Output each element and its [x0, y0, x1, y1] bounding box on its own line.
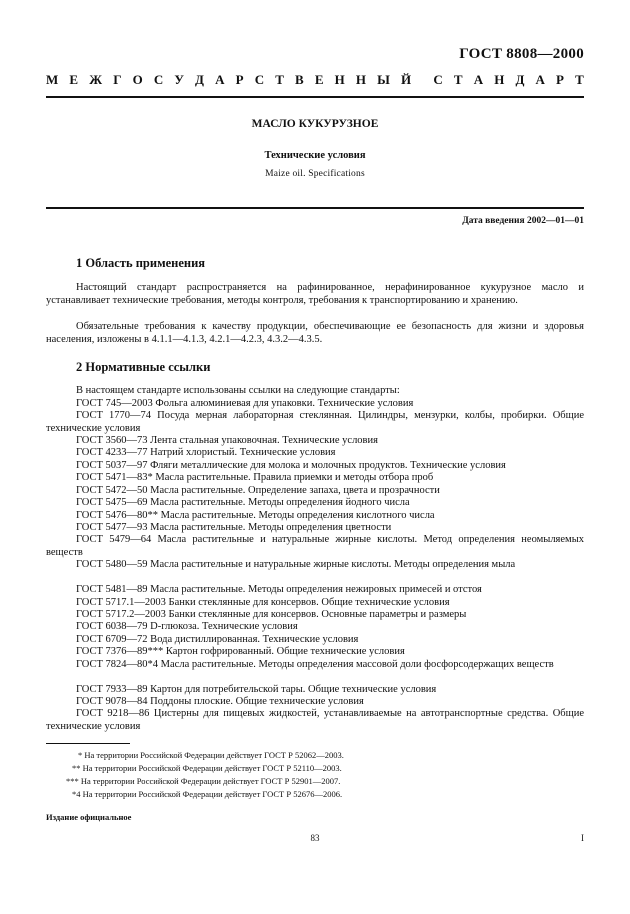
section-1-paragraph-1: Настоящий стандарт распространяется на рафинированное, нерафинированное кукурузное масло и устанавливает технические требования, методы контроля, требования к транспортированию и хранению.	[46, 282, 584, 306]
reference-item: ГОСТ 5481—89 Масла растительные. Методы определения нежировых примесей и отстоя	[76, 584, 482, 595]
title-rule	[46, 207, 584, 209]
footnote: *** На территории Российской Федерации действует ГОСТ Р 52901—2007.	[66, 776, 341, 786]
footnote: ** На территории Российской Федерации действует ГОСТ Р 52110—2003.	[72, 763, 342, 773]
edition-note: Издание официальное	[46, 812, 132, 822]
reference-item: ГОСТ 9218—86 Цистерны для пищевых жидкостей, устанавливаемые на автотранспортные средства. Общие технические условия	[46, 708, 584, 732]
reference-item: ГОСТ 7933—89 Картон для потребительской тары. Общие технические условия	[76, 684, 437, 695]
reference-item: ГОСТ 5471—83* Масла растительные. Правила приемки и методы отбора проб	[76, 472, 434, 483]
document-title: МАСЛО КУКУРУЗНОЕ	[251, 118, 379, 130]
reference-item: ГОСТ 5717.1—2003 Банки стеклянные для консервов. Общие технические условия	[76, 597, 450, 608]
reference-item: ГОСТ 5476—80** Масла растительные. Методы определения кислотного числа	[76, 510, 435, 521]
section-2-intro: В настоящем стандарте использованы ссылки на следующие стандарты:	[76, 385, 400, 396]
gost-code: ГОСТ 8808—2000	[459, 46, 584, 62]
document-subtitle: Технические условия	[264, 150, 366, 161]
section-2-heading: 2 Нормативные ссылки	[76, 360, 211, 374]
section-1-paragraph-2: Обязательные требования к качеству продукции, обеспечивающие ее безопасность для жизни и здоровья населения, изложены в 4.1.1—4.1.3, 4.2.1—4.2.3, 4.3.2—4.3.5.	[46, 321, 584, 345]
reference-item: ГОСТ 5717.2—2003 Банки стеклянные для консервов. Основные параметры и размеры	[76, 609, 467, 620]
reference-item: ГОСТ 5477—93 Масла растительные. Методы определения цветности	[76, 522, 392, 533]
interstate-standard-banner: М Е Ж Г О С У Д А Р С Т В Е Н Н Ы Й С Т А Н Д А Р Т	[46, 72, 584, 87]
reference-item: ГОСТ 6709—72 Вода дистиллированная. Технические условия	[76, 634, 359, 645]
reference-item: ГОСТ 7824—80*4 Масла растительные. Методы определения массовой доли фосфорсодержащих веществ	[76, 659, 554, 670]
reference-item: ГОСТ 3560—73 Лента стальная упаковочная. Технические условия	[76, 435, 378, 446]
reference-item: ГОСТ 6038—79 D-глюкоза. Технические условия	[76, 621, 298, 632]
page-marker: I	[581, 833, 584, 843]
page-number: 83	[310, 833, 320, 843]
reference-item: ГОСТ 5472—50 Масла растительные. Определение запаха, цвета и прозрачности	[76, 485, 440, 496]
reference-item: ГОСТ 7376—89*** Картон гофрированный. Общие технические условия	[76, 646, 405, 657]
date-of-introduction: Дата введения 2002—01—01	[462, 216, 584, 226]
reference-item: ГОСТ 5480—59 Масла растительные и натуральные жирные кислоты. Методы определения мыла	[76, 559, 516, 570]
reference-item: ГОСТ 5479—64 Масла растительные и натуральные жирные кислоты. Метод определения неомыляемых веществ	[46, 534, 584, 558]
reference-item: ГОСТ 5475—69 Масла растительные. Методы определения йодного числа	[76, 497, 410, 508]
section-1-heading: 1 Область применения	[76, 256, 206, 270]
english-title: Maize oil. Specifications	[265, 169, 365, 179]
reference-item: ГОСТ 5037—97 Фляги металлические для молока и молочных продуктов. Технические условия	[76, 460, 506, 471]
reference-item: ГОСТ 1770—74 Посуда мерная лабораторная стеклянная. Цилиндры, мензурки, колбы, пробирки. Общие технические условия	[46, 410, 584, 434]
footnote-rule	[46, 743, 130, 744]
reference-item: ГОСТ 9078—84 Поддоны плоские. Общие технические условия	[76, 696, 364, 707]
footnote: * На территории Российской Федерации действует ГОСТ Р 52062—2003.	[78, 750, 344, 760]
footnote: *4 На территории Российской Федерации действует ГОСТ Р 52676—2006.	[72, 789, 343, 799]
reference-item: ГОСТ 745—2003 Фольга алюминиевая для упаковки. Технические условия	[76, 398, 414, 409]
header-rule	[46, 96, 584, 98]
reference-item: ГОСТ 4233—77 Натрий хлористый. Технические условия	[76, 447, 336, 458]
